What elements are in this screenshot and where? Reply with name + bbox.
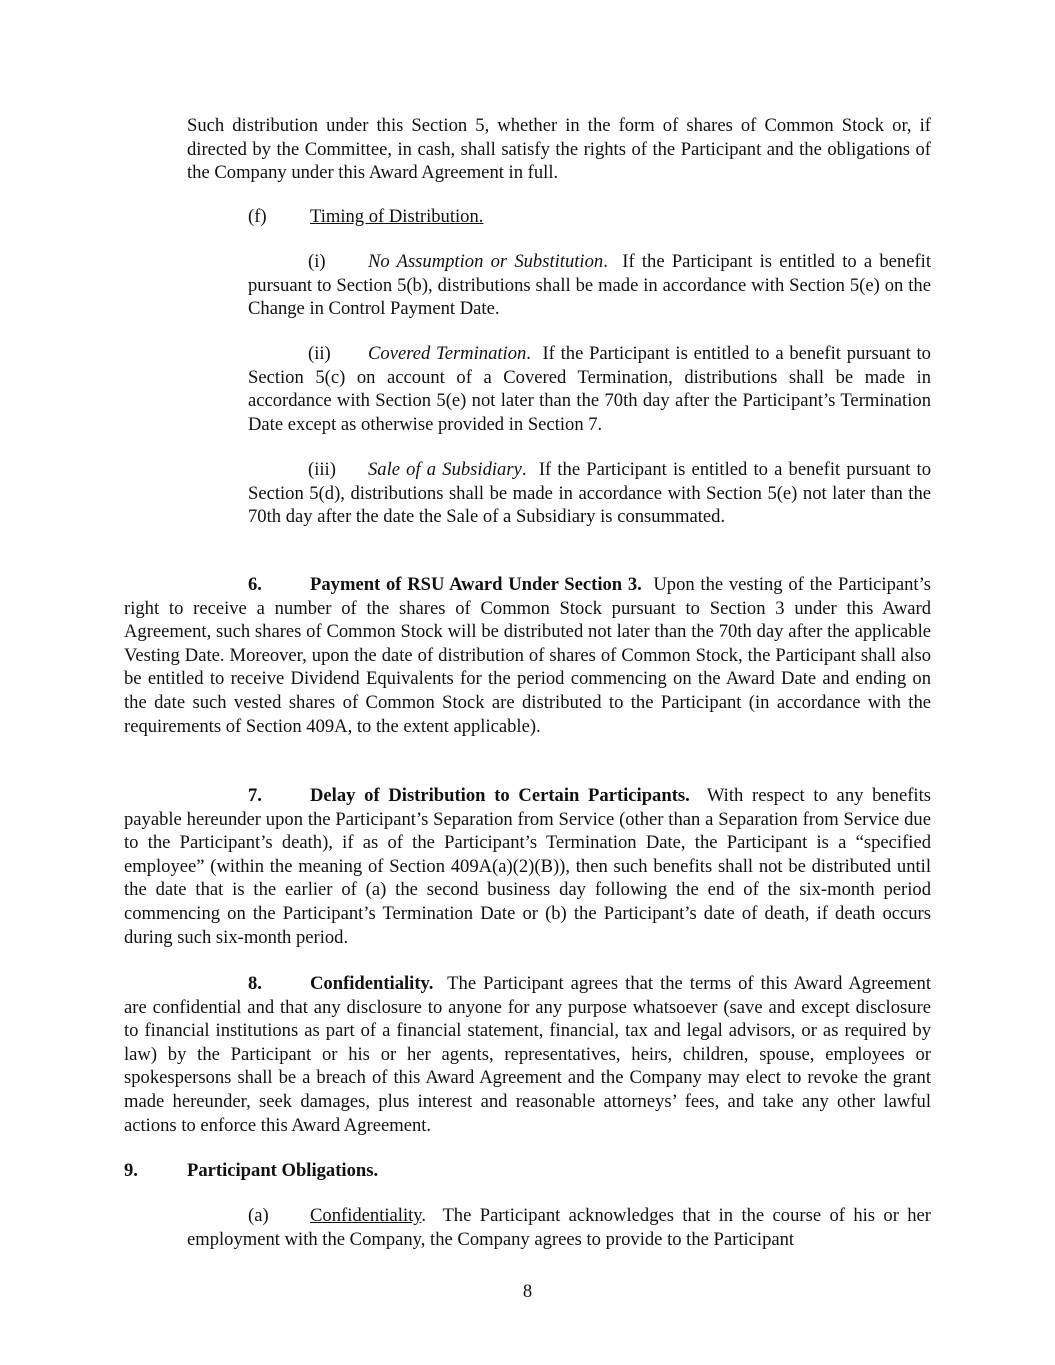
section-9a-label: (a) bbox=[248, 1205, 269, 1226]
subsection-ii-text: If the Participant is entitled to a benefit pursuant to Section 5(c) on account of a Covered Termination, distributions shall be made in accordance with Section 5(e) not later than the 70th day after the Participant’s Termination Date except as otherwise provided in Section 7. bbox=[248, 343, 931, 435]
section-8-text: The Participant agrees that the terms of this Award Agreement are confidential and that any disclosure to anyone for any purpose whatsoever (save and except disclosure to financial institutions as part of a financial statement, financial, tax and legal advisors, or as required by law) by the Participant or his or her agents, representatives, heirs, children, spouse, employees or spokespersons shall be a breach of this Award Agreement and the Company may elect to revoke the grant made hereunder, seek damages, plus interest and reasonable attorneys’ fees, and take any other lawful actions to enforce this Award Agreement. bbox=[124, 973, 931, 1136]
subsection-iii-label: (iii) bbox=[308, 459, 336, 480]
subsection-i-title: No Assumption or Substitution bbox=[368, 251, 604, 272]
section-6-text: Upon the vesting of the Participant’s right to receive a number of the shares of Common Stock pursuant to Section 3 under this Award Agreement, such shares of Common Stock will be distributed not later than the 70th day after the applicable Vesting Date. Moreover, upon the date of distribution of shares of Common Stock, the Participant shall also be entitled to receive Dividend Equivalents for the period commencing on the Award Date and ending on the date such vested shares of Common Stock are distributed to the Participant (in accordance with the requirements of Section 409A, to the extent applicable). bbox=[124, 574, 931, 737]
subsection-iii-text: If the Participant is entitled to a benefit pursuant to Section 5(d), distributions shall be made in accordance with Section 5(e) not later than the 70th day after the date the Sale of a Subsidiary is consummated. bbox=[248, 459, 931, 528]
intro-paragraph bbox=[187, 114, 931, 185]
subsection-ii-label: (ii) bbox=[308, 343, 331, 364]
intro-text: Such distribution under this Section 5, whether in the form of shares of Common Stock or, if directed by the Committee, in cash, shall satisfy the rights of the Participant and the obligations of the Company under this Award Agreement in full. bbox=[187, 115, 931, 184]
subsection-i: (i) No Assumption or Substitution. If the Participant is entitled to a benefit pursuant to Section 5(b), distributions shall be made in accordance with Section 5(e) on the Change in Control Payment Date. bbox=[248, 251, 931, 320]
section-f-heading bbox=[248, 205, 931, 229]
section-6 bbox=[124, 573, 931, 738]
section-9a-text: The Participant acknowledges that in the course of his or her employment with the Company, the Company agrees to provide to the Participant bbox=[187, 1205, 932, 1250]
subsection-ii: (ii) Covered Termination. If the Participant is entitled to a benefit pursuant to Section 5(c) on account of a Covered Termination, distributions shall be made in accordance with Section 5(e) not later than the 70th day after the Participant’s Termination Date except as otherwise provided in Section 7. bbox=[248, 343, 931, 435]
subsection-i-label: (i) bbox=[308, 251, 326, 272]
section-8-number: 8. bbox=[248, 973, 262, 994]
section-9a-title: Confidentiality bbox=[310, 1205, 422, 1226]
section-7-text: With respect to any benefits payable hereunder upon the Participant’s Separation from Service (other than a Separation from Service due to the Participant’s death), if as of the Participant’s Termination Date, the Participant is a “specified employee” (within the meaning of Section 409A(a)(2)(B)), then such benefits shall not be distributed until the date that is the earlier of (a) the second business day following the end of the six-month period commencing on the Participant’s Termination Date or (b) the Participant’s date of death, if death occurs during such six-month period. bbox=[124, 785, 931, 948]
section-8 bbox=[124, 972, 931, 1137]
section-9-heading bbox=[124, 1159, 931, 1183]
section-9-title: Participant Obligations. bbox=[187, 1160, 379, 1181]
section-7-heading: Delay of Distribution to Certain Participants. bbox=[310, 785, 690, 806]
section-7 bbox=[124, 784, 931, 949]
section-f-label: (f) bbox=[248, 206, 267, 227]
subsection-i-text: If the Participant is entitled to a benefit pursuant to Section 5(b), distributions shall be made in accordance with Section 5(e) on the Change in Control Payment Date. bbox=[248, 251, 931, 320]
page-number: 8 bbox=[522, 1281, 533, 1302]
section-7-number: 7. bbox=[248, 785, 262, 806]
section-6-heading: Payment of RSU Award Under Section 3. bbox=[310, 574, 642, 595]
subsection-iii-title: Sale of a Subsidiary bbox=[368, 459, 522, 480]
section-f-title: Timing of Distribution. bbox=[310, 206, 484, 227]
section-9-number: 9. bbox=[124, 1160, 138, 1181]
section-6-number: 6. bbox=[248, 574, 262, 595]
section-8-heading: Confidentiality. bbox=[310, 973, 434, 994]
subsection-iii: (iii) Sale of a Subsidiary. If the Participant is entitled to a benefit pursuant to Section 5(d), distributions shall be made in accordance with Section 5(e) not later than the 70th day after the date the Sale of a Subsidiary is consummated. bbox=[248, 459, 931, 528]
subsection-ii-title: Covered Termination bbox=[368, 343, 527, 364]
section-9a: (a) Confidentiality. The Participant acknowledges that in the course of his or her employment with the Company, the Company agrees to provide to the Participant bbox=[187, 1205, 932, 1250]
